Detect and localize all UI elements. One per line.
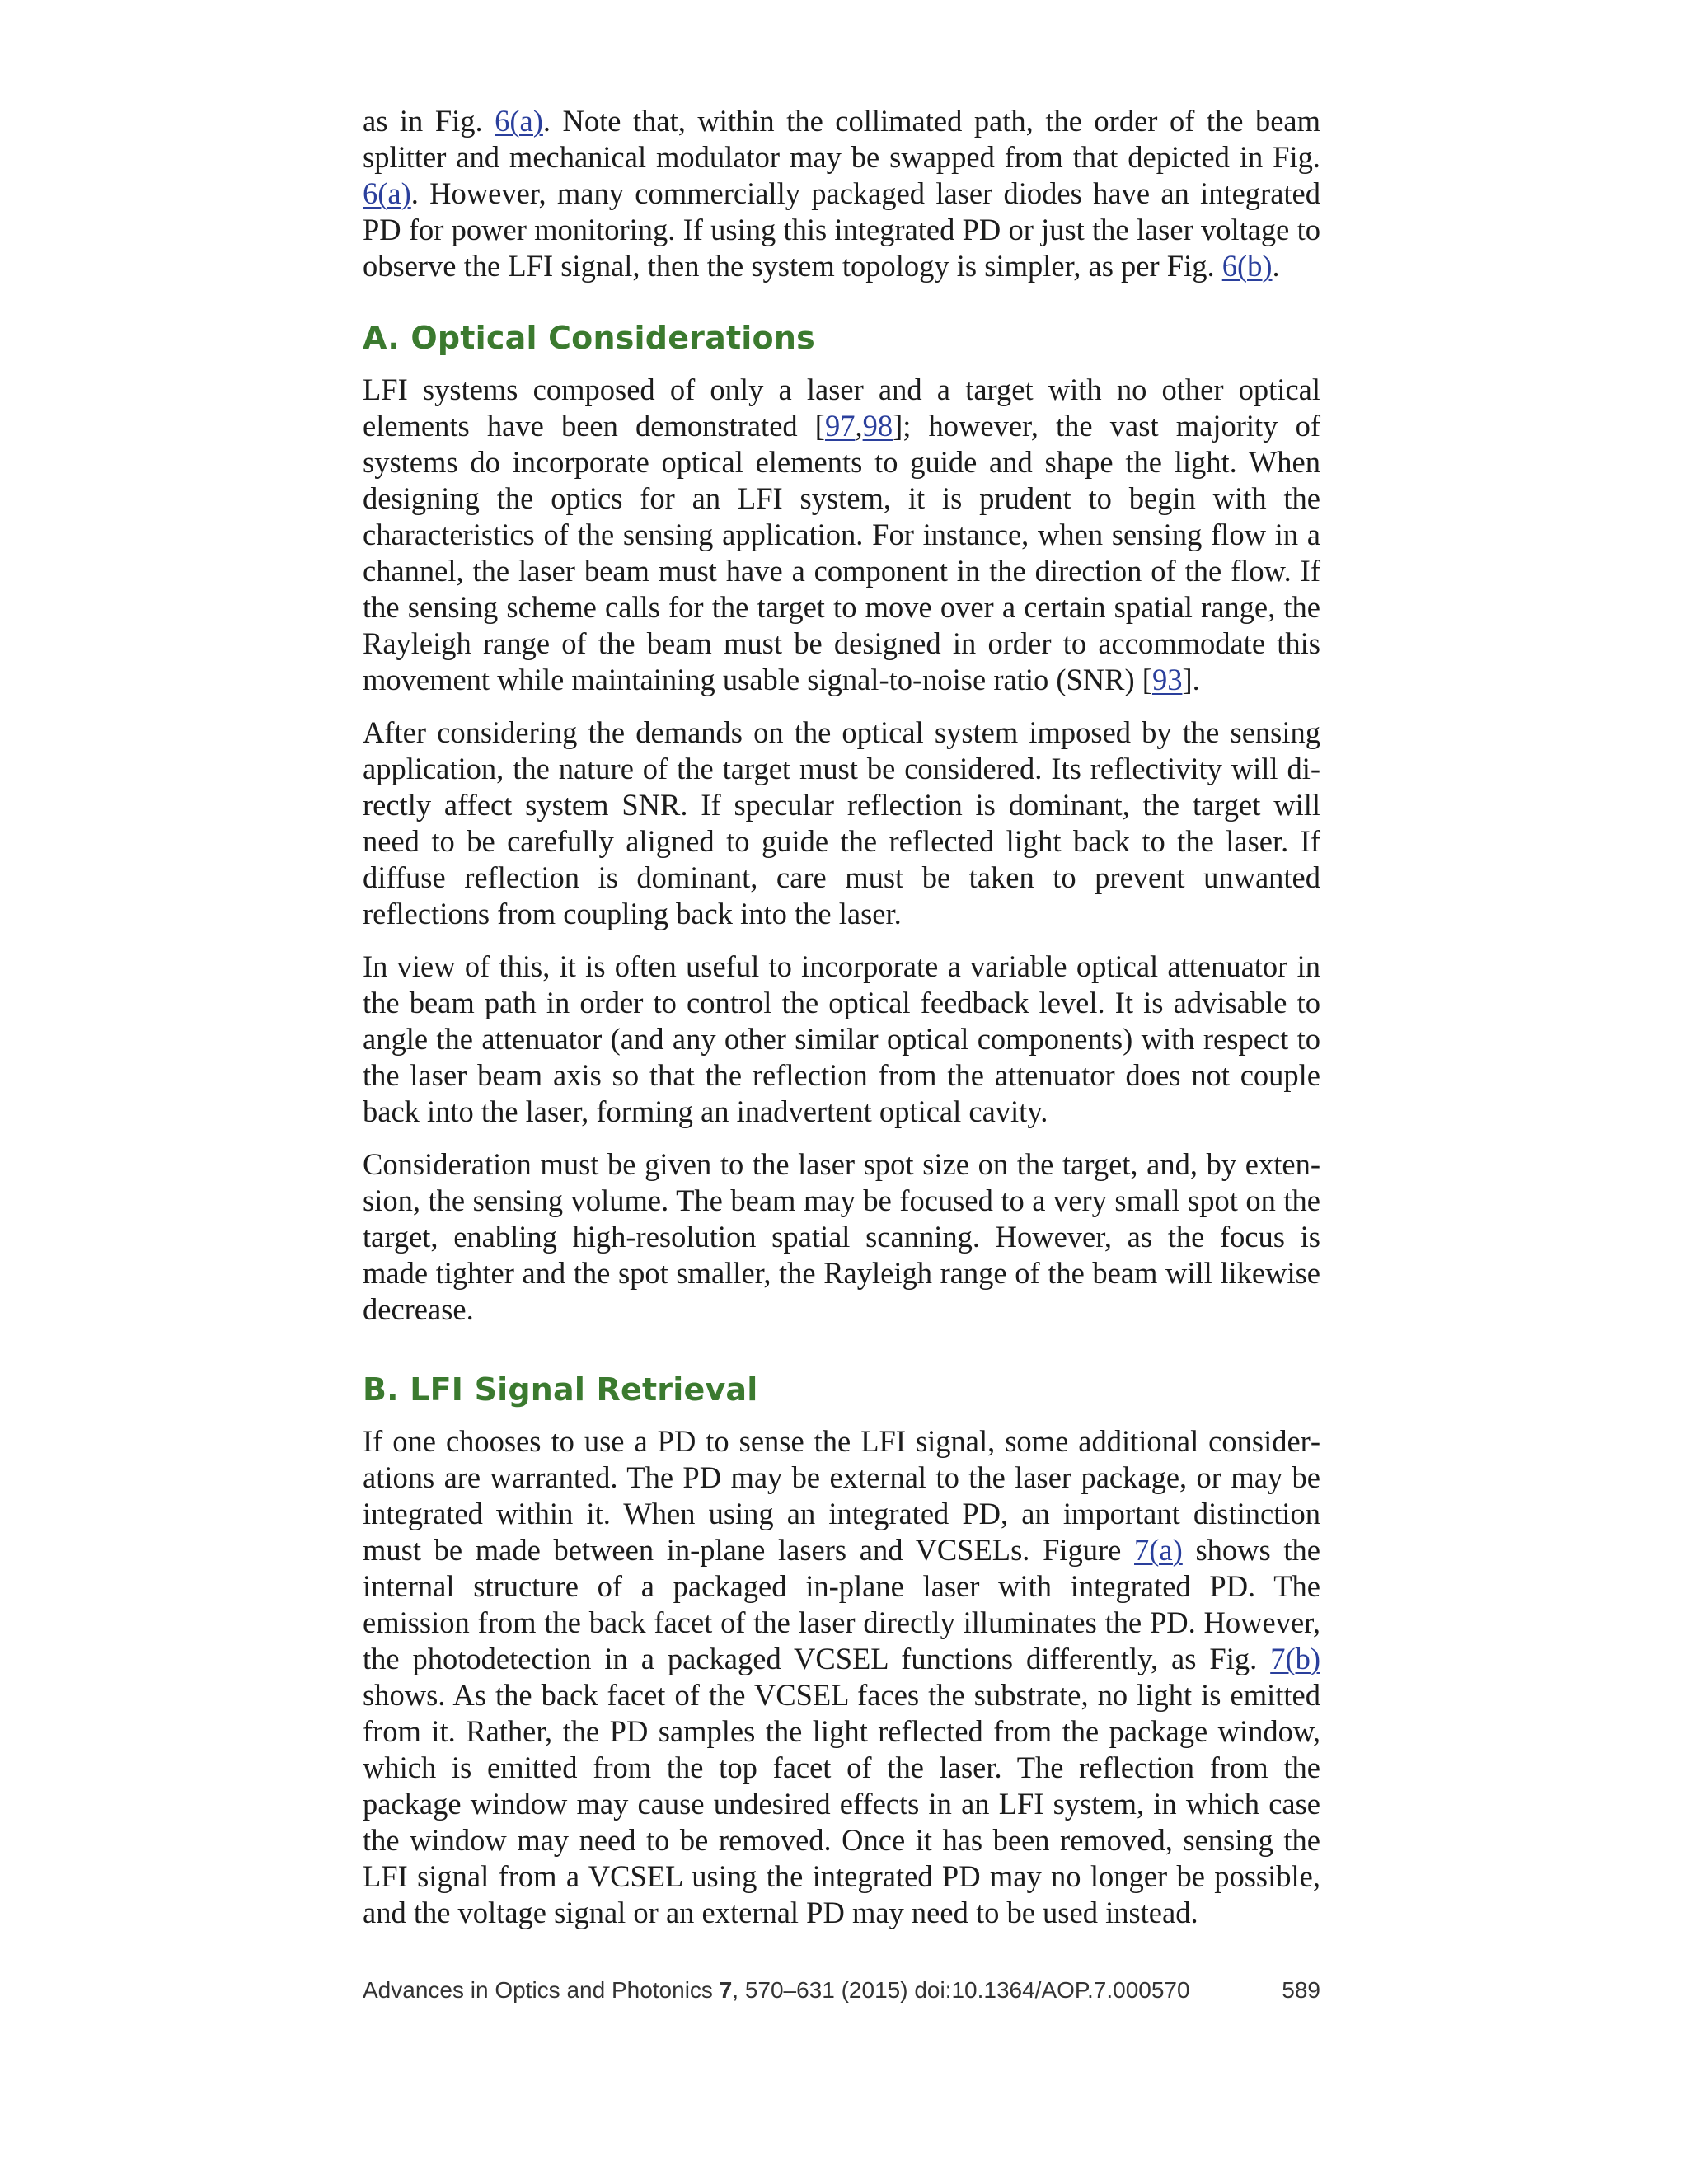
page-footer [363,1976,1320,2004]
text-run: If one chooses to use a PD to sense the LFI signal, some additional considerations are warranted. The PD may be external to the laser package, or may be integrated within it. When using an integrated PD, an important distinction must be made between in-plane lasers and VCSELs. Figure [363,1424,1320,1567]
figure-link-7b[interactable]: 7(b) [1270,1642,1320,1675]
text-run: . Note that, within the collimated path, the order of the beam splitter and mechanical modulator may be swapped from that depicted in Fig. [363,104,1320,174]
text-run: , [855,409,863,443]
journal-volume: 7 [719,1977,733,2003]
journal-citation [363,1977,1190,2003]
text-run: LFI systems composed of only a laser and a target with no other optical elements have been demonstrated [ [363,373,1320,443]
section-heading-optical-considerations: A. Optical Considerations [363,320,815,356]
journal-doi: , 570–631 (2015) doi:10.1364/AOP.7.000570 [732,1977,1190,2003]
text-run: shows. As the back facet of the VCSEL faces the substrate, no light is emitted from it. Rather, the PD samples the light reflected from the package window, which is emitted from the top facet of the laser. The reflection from the package window may cause undesired effects in an LFI system, in which case the window may need to be removed. Once it has been removed, sensing the LFI signal from a VCSEL using the integrated PD may no longer be possible, and the voltage signal or an external PD may need to be used instead. [363,1678,1320,1929]
optical-paragraph-4: Consideration must be given to the laser spot size on the target, and, by extension, the sensing volume. The beam may be focused to a very small spot on the target, enabling high-resolution spatial scanning. However, as the focus is made tighter and the spot smaller, the Rayleigh range of the beam will likewise decrease. [363,1147,1320,1326]
text-run: as in Fig. [363,104,495,138]
page-number: 589 [1282,1977,1320,2003]
text-run: ]. [1182,663,1200,696]
optical-paragraph-2: After considering the demands on the optical system imposed by the sensing application, the nature of the target must be considered. Its reflectivity will directly affect system SNR. If specular reflection is dominant, the target will need to be carefully aligned to guide the reflected light back to the laser. If diffuse reflection is dominant, care must be taken to prevent unwanted reflections from coupling back into the laser. [363,715,1320,930]
figure-link-7a[interactable]: 7(a) [1134,1533,1183,1567]
reference-link-97[interactable]: 97 [824,409,856,443]
figure-link-6a[interactable]: 6(a) [363,176,411,210]
article-page [363,103,1320,1947]
text-run: ]; however, the vast majority of systems do incorporate optical elements to guide and shape the light. When designing the optics for an LFI system, it is prudent to begin with the characteristics of the sensing application. For instance, when sensing flow in a channel, the laser beam must have a component in the direction of the flow. If the sensing scheme calls for the target to move over a certain spatial range, the Rayleigh range of the beam must be designed in order to accommodate this movement while maintaining usable signal-to-noise ratio (SNR) [ [363,409,1320,696]
reference-link-93[interactable]: 93 [1151,663,1183,696]
section-heading-lfi-signal-retrieval: B. LFI Signal Retrieval [363,1371,758,1408]
optical-paragraph-3: In view of this, it is often useful to incorporate a variable optical attenuator in the beam path in order to control the optical feedback level. It is advisable to angle the attenuator (and any other similar optical components) with respect to the laser beam axis so that the reflection from the attenuator does not couple back into the laser, forming an inadvertent optical cavity. [363,949,1320,1128]
reference-link-98[interactable]: 98 [862,409,893,443]
retrieval-paragraph-1 [363,1423,1320,1931]
text-run: . [1272,249,1280,283]
intro-paragraph [363,103,1320,284]
figure-link-6b[interactable]: 6(b) [1221,249,1273,283]
text-run: . However, many commercially packaged laser diodes have an integrated PD for power monitoring. If using this integrated PD or just the laser voltage to observe the LFI signal, then the system topology is simpler, as per Fig. [363,176,1320,283]
optical-paragraph-1 [363,372,1320,698]
figure-link-6a[interactable]: 6(a) [495,104,543,138]
journal-name: Advances in Optics and Photonics [363,1977,720,2003]
text-run: shows the internal structure of a packaged in-plane laser with integrated PD. The emission from the back facet of the laser directly illuminates the PD. However, the photodetection in a packaged VCSEL functions differently, as Fig. [363,1533,1320,1675]
